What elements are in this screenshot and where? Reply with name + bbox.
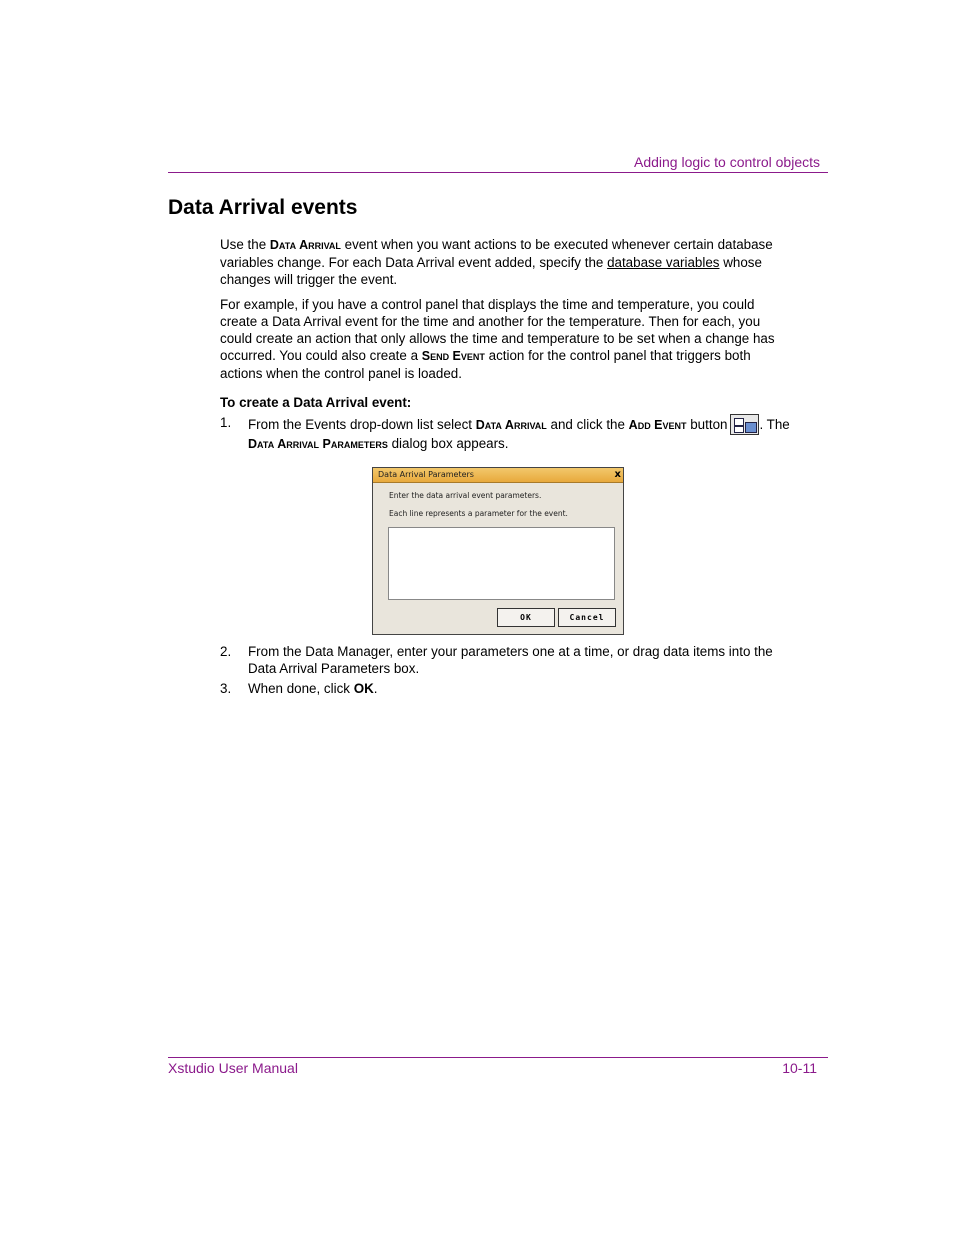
- text-run: When done, click: [248, 681, 354, 696]
- step-number: 2.: [220, 644, 232, 659]
- page-title: Data Arrival events: [168, 196, 358, 219]
- add-event-button-icon[interactable]: [730, 414, 759, 435]
- step-text: From the Data Manager, enter your parameters one at a time, or drag data items into the Data Arrival Parameters box.: [248, 644, 773, 676]
- footer-page-number: 10-11: [782, 1060, 817, 1076]
- text-run: action for the control panel that triggers both actions when the control panel is loaded.: [220, 348, 751, 381]
- procedure-title: To create a Data Arrival event:: [220, 395, 412, 410]
- dialog-title-bar: [373, 468, 623, 483]
- paragraph-example: [220, 296, 780, 382]
- step-number: 3.: [220, 681, 232, 696]
- text-run: and click the: [546, 417, 629, 432]
- footer-manual-title: Xstudio User Manual: [168, 1060, 298, 1076]
- term-send-event: Send Event: [421, 349, 485, 363]
- close-icon[interactable]: x: [614, 469, 621, 480]
- step-number: 1.: [220, 415, 232, 430]
- text-run: whose changes will trigger the event.: [220, 255, 762, 287]
- dialog-instruction-1: Enter the data arrival event parameters.: [389, 491, 542, 500]
- ok-button[interactable]: OK: [497, 608, 555, 627]
- text-run: event when you want actions to be executed whenever certain database variables change. For each Data Arrival event added, specify the: [220, 237, 773, 270]
- text-run: From the Events drop-down list select: [248, 417, 476, 432]
- database-variables-link[interactable]: database variables: [607, 255, 720, 270]
- parameters-textarea[interactable]: [388, 527, 615, 600]
- header-rule: [168, 172, 828, 173]
- cancel-button[interactable]: Cancel: [558, 608, 616, 627]
- term-data-arrival: Data Arrival: [269, 238, 341, 252]
- term-data-arrival: Data Arrival: [475, 418, 547, 432]
- text-run: .: [373, 681, 378, 696]
- step-text: [248, 680, 800, 697]
- dialog-instruction-2: Each line represents a parameter for the event.: [389, 509, 568, 518]
- footer-rule: [168, 1057, 828, 1058]
- dialog-title: Data Arrival Parameters: [378, 470, 474, 479]
- step-text: [248, 414, 800, 453]
- term-add-event: Add Event: [628, 418, 687, 432]
- text-run: . The: [759, 417, 790, 432]
- text-run: dialog box appears.: [387, 436, 509, 451]
- text-run: For example, if you have a control panel that displays the time and temperature, you could create a Data Arrival event for the time and another for the temperature. Then for each, you could create an action that only allows the time and temperature to be set when a change has occurred. You could also create a: [220, 297, 775, 363]
- term-data-arrival-parameters: Data Arrival Parameters: [248, 437, 388, 451]
- text-run: Use the: [220, 237, 270, 252]
- data-arrival-parameters-dialog: [372, 467, 624, 635]
- paragraph-intro: [220, 236, 780, 288]
- text-run: button: [686, 417, 728, 432]
- header-section-title: Adding logic to control objects: [634, 154, 820, 170]
- term-ok: OK: [353, 681, 374, 696]
